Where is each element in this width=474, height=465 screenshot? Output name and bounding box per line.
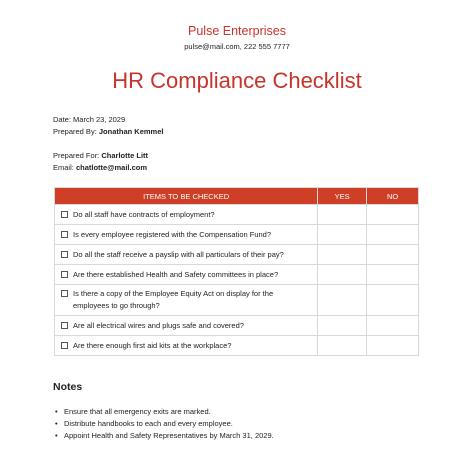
checkbox[interactable]	[61, 251, 68, 258]
no-cell[interactable]	[367, 225, 419, 245]
item-cell	[55, 205, 318, 225]
item-text: Are there established Health and Safety committees in place?	[73, 269, 279, 279]
company-contact: pulse@mail.com, 222 555 7777	[184, 42, 290, 51]
item-cell	[55, 265, 318, 285]
item-text: Is every employee registered with the Compensation Fund?	[73, 229, 272, 239]
notes-heading: Notes	[53, 381, 83, 393]
yes-cell[interactable]	[318, 316, 367, 336]
no-cell[interactable]	[367, 336, 419, 356]
checklist-table	[54, 187, 419, 356]
item-cell	[55, 316, 318, 336]
prepared-by-value: Jonathan Kemmel	[98, 127, 164, 136]
prepared-for-value: Charlotte Litt	[101, 151, 149, 160]
header-items: ITEMS TO BE CHECKED	[55, 188, 318, 205]
checkbox[interactable]	[61, 342, 68, 349]
company-name: Pulse Enterprises	[188, 24, 286, 38]
yes-cell[interactable]	[318, 225, 367, 245]
item-cell	[55, 225, 318, 245]
yes-cell[interactable]	[318, 245, 367, 265]
prepared-by-line	[53, 126, 163, 138]
no-cell[interactable]	[367, 245, 419, 265]
table-header-row	[55, 188, 419, 205]
table-row	[55, 245, 419, 265]
checkbox[interactable]	[61, 322, 68, 329]
header-yes: YES	[318, 188, 367, 205]
checkbox[interactable]	[61, 290, 68, 297]
table-row	[55, 336, 419, 356]
table-row	[55, 316, 419, 336]
list-item: • Distribute handbooks to each and every employee.	[64, 418, 274, 430]
prepared-info	[53, 114, 163, 138]
checkbox[interactable]	[61, 211, 68, 218]
yes-cell[interactable]	[318, 205, 367, 225]
item-text: Are there enough first aid kits at the workplace?	[73, 340, 232, 350]
item-text: Are all electrical wires and plugs safe and covered?	[73, 320, 244, 330]
checkbox[interactable]	[61, 231, 68, 238]
notes-list	[64, 406, 274, 442]
table-row	[55, 205, 419, 225]
no-cell[interactable]	[367, 285, 419, 316]
table-row	[55, 285, 419, 316]
item-text: Do all staff have contracts of employment?	[73, 209, 215, 219]
no-cell[interactable]	[367, 316, 419, 336]
date-value: March 23, 2029	[73, 115, 126, 124]
yes-cell[interactable]	[318, 285, 367, 316]
checkbox[interactable]	[61, 271, 68, 278]
prepared-for-label: Prepared For:	[53, 151, 100, 160]
table-row	[55, 225, 419, 245]
table-row	[55, 265, 419, 285]
no-cell[interactable]	[367, 265, 419, 285]
date-label: Date:	[53, 115, 71, 124]
email-value: chatlotte@mail.com	[75, 163, 148, 172]
yes-cell[interactable]	[318, 265, 367, 285]
yes-cell[interactable]	[318, 336, 367, 356]
item-cell	[55, 336, 318, 356]
header-no: NO	[367, 188, 419, 205]
email-line	[53, 162, 148, 174]
document-title: HR Compliance Checklist	[112, 68, 362, 93]
item-cell	[55, 245, 318, 265]
item-text: Do all the staff receive a payslip with all particulars of their pay?	[73, 249, 284, 259]
email-label: Email:	[53, 163, 74, 172]
prepared-by-label: Prepared By:	[53, 127, 97, 136]
recipient-info	[53, 150, 148, 174]
list-item: • Appoint Health and Safety Representatives by March 31, 2029.	[64, 430, 274, 442]
date-line	[53, 114, 163, 126]
item-text: Is there a copy of the Employee Equity Act on display for the employees to go through?	[73, 289, 274, 310]
no-cell[interactable]	[367, 205, 419, 225]
list-item: • Ensure that all emergency exits are marked.	[64, 406, 274, 418]
prepared-for-line	[53, 150, 148, 162]
item-cell	[55, 285, 318, 316]
